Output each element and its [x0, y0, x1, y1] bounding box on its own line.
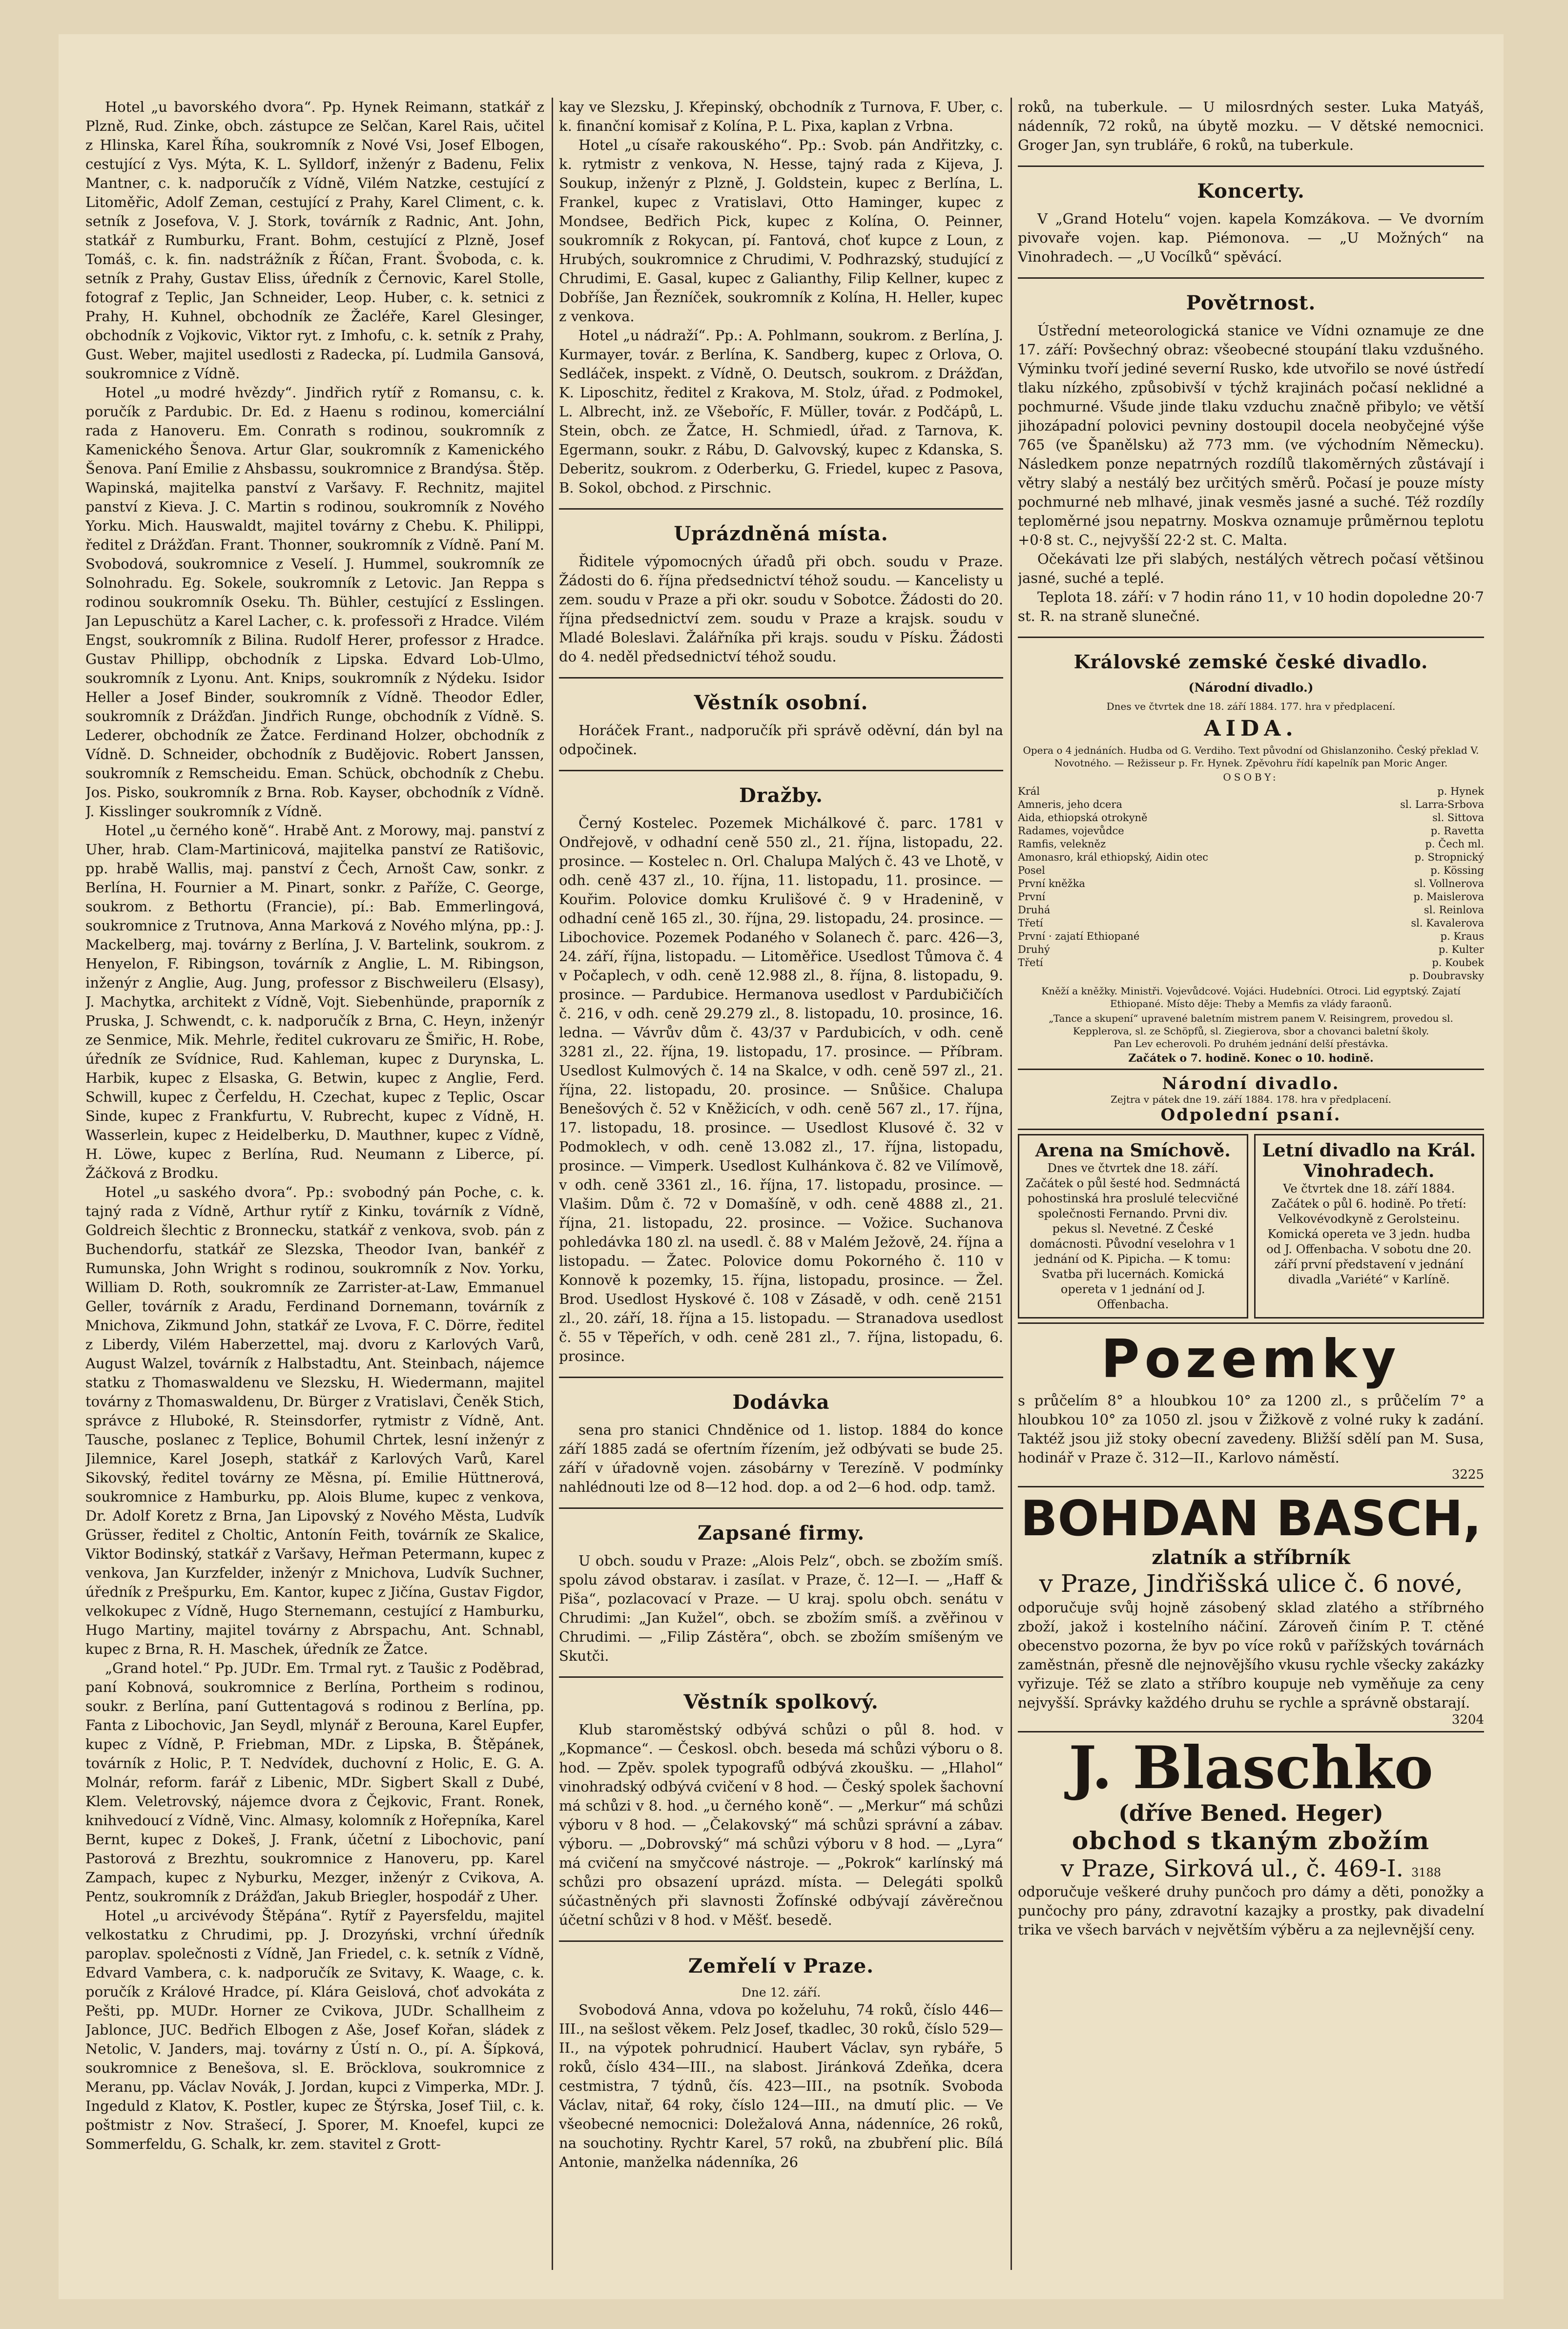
divider — [1018, 165, 1484, 167]
arena-title: Arena na Smíchově. — [1035, 1140, 1231, 1161]
cast-actor: p. Kulter — [1438, 944, 1484, 955]
povetrnost-forecast: Očekávati lze při slabých, nestálých větrech počasí většinou jasné, suché a teplé. — [1018, 551, 1484, 586]
cast-label: OSOBY: — [1223, 771, 1279, 783]
cast-role: Třetí — [1018, 957, 1043, 969]
column-rule — [1011, 98, 1012, 2270]
section-heading: Dodávka — [732, 1391, 830, 1414]
section-heading: Koncerty. — [1197, 180, 1305, 203]
cast-role: Třetí — [1018, 917, 1043, 929]
cast-row — [1018, 877, 1484, 890]
cast-actor: sl. Vollnerova — [1414, 878, 1484, 889]
cast-actor: p. Čech ml. — [1425, 838, 1484, 850]
theatre-boxes — [1018, 1134, 1484, 1319]
opera-description: Opera o 4 jednáních. Hudba od G. Verdiho. Text původní od Ghislanzoniho. Český překlad V. Novotného. — Režisseur p. Fr. Hynek. Zpěvohru řídí kapelník pan Moric Anger. — [1023, 744, 1479, 769]
section-heading: Věstník osobní. — [694, 691, 868, 714]
continued-text: roků, na tuberkule. — U milosrdných sester. Luka Matyáš, nádenník, 72 roků, na úbytě mozku. — V dětské nemocnici. Groger Jan, syn trubláře, 6 roků, na tuberkule. — [1018, 99, 1484, 153]
blaschko-number: 3188 — [1411, 1866, 1442, 1879]
pozemky-title: Pozemky — [1101, 1329, 1401, 1390]
cast-actor: p. Hynek — [1437, 785, 1484, 797]
divider — [1018, 1322, 1484, 1324]
grand-hotel-entry: „Grand hotel.“ Pp. JUDr. Em. Trmal ryt. z Taušic z Poděbrad, paní Kobnová, soukromnice z Berlína, Portheim s rodinou, soukr. z Berlína, paní Guttentagová s rodinou z Berlína, pp. Fanta z Libochovic, Jan Seydl, mlynář z Berouna, Karel Eupfer, kupec z Vídně, P. Friebman, MDr. z Lipska, B. Štěpánek, továrník z Holic, P. T. Nedvídek, duchovní z Holic, E. G. A. Molnár, reform. farář z Libenic, MDr. Sigbert Skall z Dubé, Klem. Veletrovský, nájemce dvora z Čejkovic, Frant. Ronek, knihvedoucí z Vídně, Vinc. Almasy, kolomník z Hořepníka, Karel Bernt, kupec z Dokeš, J. Frank, účetní z Libochovic, paní Pastorová z Brezhtu, soukromnice z Hanoveru, pp. Karel Zampach, kupec z Nyburku, Mezger, inženýr z Cvikova, A. Pentz, soukromník z Drážďan, Jakub Briegler, hospodář z Uher. — [85, 1660, 544, 1905]
cast-row — [1018, 890, 1484, 904]
theatre-subheading: (Národní divadlo.) — [1188, 680, 1314, 695]
divider — [1018, 277, 1484, 279]
koncerty-text: V „Grand Hotelu“ vojen. kapela Komzákova. — Ve dvorním pivovaře vojen. kap. Piémonova. — „U Možných“ na Vinohradech. — „U Vocílků“ spěvácí. — [1018, 210, 1484, 265]
cast-actor: p. Kraus — [1440, 930, 1484, 942]
basch-title: BOHDAN BASCH, — [1020, 1490, 1482, 1547]
section-heading: Povětrnost. — [1186, 291, 1316, 314]
narodni-divadlo-date: Zejtra v pátek dne 19. září 1884. 178. hra v předplacení. — [1110, 1093, 1392, 1105]
arena-body: Dnes ve čtvrtek dne 18. září. Začátek o půl šesté hod. Sedmnáctá pohostinská hra proslulé telecvičné společnosti Fernando. Prvni div. pekus sl. Nevetné. Z České domácnosti. Původní veselohra v 1 jednání od K. Pipicha. — K tomu: Svatba při lucernách. Komická opereta v 1 jednání od J. Offenbacha. — [1025, 1161, 1240, 1311]
section-heading: Uprázdněná místa. — [674, 522, 888, 545]
basch-subtitle: zlatník a stříbrník — [1152, 1546, 1350, 1569]
divider — [559, 508, 1003, 510]
continued-text: kay ve Slezsku, J. Křepinský, obchodník z Turnova, F. Uber, c. k. finanční komisař z Kolína, P. L. Pixa, kaplan z Vrbna. — [559, 99, 1003, 134]
cast-row — [1018, 904, 1484, 917]
narodni-divadlo-heading: Národní divadlo. — [1162, 1074, 1340, 1093]
cast-actor: sl. Kavalerova — [1411, 917, 1484, 929]
povetrnost-temperature: Teplota 18. září: v 7 hodin ráno 11, v 10 hodin dopoledne 20·7 st. R. na straně slunečné. — [1018, 589, 1484, 624]
newspaper-page — [59, 34, 1504, 2299]
cast-role: Král — [1018, 785, 1040, 797]
letni-title: Letní divadlo na Král. Vinohradech. — [1262, 1140, 1476, 1181]
blaschko-trade: obchod s tkaným zbožím — [1072, 1826, 1430, 1855]
section-heading: Zapsané firmy. — [697, 1522, 865, 1545]
hotel-cisare-entry: Hotel „u císaře rakouského“. Pp.: Svob. pán Andřitzky, c. k. rytmistr z venkova, N. Hesse, tajný rada z Kijeva, J. Soukup, inženýr z Plzně, J. Goldstein, kupec z Berlína, L. Frankel, kupec z Vratislavi, Otto Haminger, kupec z Mondsee, Bedřich Pick, kupec z Kolína, O. Peinner, soukromník z Rokycan, pí. Fantová, choť kupce z Loun, z Hrubých, soukromnice z Chrudimi, V. Podhrazský, studující z Chrudimi, E. Gasal, kupec z Galianthy, Filip Kellner, kupec z Dobříše, Jan Řezníček, soukromník z Kolína, H. Heller, kupec z venkova. — [559, 137, 1003, 325]
cast-role: Posel — [1018, 865, 1045, 876]
divider — [1018, 1129, 1484, 1130]
spolkovy-text: Klub staroměstský odbývá schůzi o půl 8. hod. v „Kopmance“. — Českosl. obch. beseda má schůzi výboru o 8. hod. — Zpěv. spolek typografů odbývá zkoušku. — „Hlahol“ vinohradský odbývá cvičení v 8 hod. — Český spolek šachovní má schůzi v 8. hod. „u černého koně“. — „Merkur“ má schůzi výboru v 8 hod. — „Čelakovský“ má schůzi správní a zábav. výboru. — „Dobrovský“ má schůzi výboru v 8 hod. — „Lyra“ má cvičení na smyčcové nástroje. — „Pokrok“ karlínský má schůzi pro obsazení uprázd. místa. — Delegáti spolků súčastněných při slavnosti Žofínské odbývají závěrečnou účetní schůzi v 8 hod. v Měšť. besedě. — [559, 1721, 1003, 1928]
cast-note: Kněží a kněžky. Ministři. Vojevůdcové. Vojáci. Hudebníci. Otroci. Lid egyptský. Zajatí Ethiopané. Místo děje: Theby a Memfis za vlády faraonů. — [1041, 985, 1461, 1010]
blaschko-title: J. Blaschko — [1069, 1733, 1433, 1802]
cast-row — [1018, 864, 1484, 877]
section-heading: Dražby. — [739, 784, 823, 807]
drazby-text: Černý Kostelec. Pozemek Michálkové č. parc. 1781 v Ondřejově, v odhadní ceně 550 zl., 21. října, listopadu, 22. prosince. — Kostelec n. Orl. Chalupa Malých č. 43 ve Lhotě, v odh. ceně 437 zl., 10. října, 11. listopadu, 11. prosince. — Kouřim. Polovice domku Krulišové č. 9 v Hradenině, v odhadní ceně 165 zl., 30. října, 29. listopadu, 24. prosince. — Libochovice. Pozemek Podaného v Solanech č. parc. 426—3, 24. září, října, listopadu. — Litoměřice. Usedlost Tůmova č. 4 v Počaplech, v odh. ceně 12.988 zl., 8. října, 8. listopadu, 9. prosince. — Pardubice. Hermanova usedlost v Pardubičičích č. 216, v odh. ceně 29.279 zl., 8. listopadu, 10. prosince, 16. ledna. — Vávrův dům č. 43/37 v Pardubicích, v odh. ceně 3281 zl., 22. října, 19. listopadu, 17. prosince. — Příbram. Usedlost Kulmových č. 14 na Skalce, v odh. ceně 597 zl., 21. října, 22. listopadu, 20. prosince. — Snůšice. Chalupa Benešových č. 52 v Kněžicích, v odh. ceně 567 zl., 17. října, 17. listopadu, 18. prosince. — Usedlost Klusové č. 32 v Podmoklech, v odh. ceně 13.082 zl., 17. října, listopadu, prosince. — Vimperk. Usedlost Kulhánkova č. 82 ve Vilímově, v odh. ceně 3361 zl., 16. října, 17. listopadu, prosince. — Vlašim. Dům č. 72 v Domašíně, v odh. ceně 4888 zl., 21. října, 21. listopadu, 22. prosince. — Vožice. Suchanova pohledávka 180 zl. na usedl. č. 88 v Malém Ježově, 24. října a listopadu. — Žatec. Polovice domu Pokorného č. 110 v Konnově k pozemky, 15. října, listopadu, prosince. — Žel. Brod. Usedlost Hyskové č. 108 v Zásadě, v odh. ceně 2151 zl., 20. září, 18. října a 15. listopadu. — Stranadova usedlost č. 55 v Těpeřích, v odh. ceně 281 zl., 7. října, listopadu, 6. prosince. — [559, 815, 1003, 1364]
cast-list — [1018, 785, 1484, 983]
cast-row — [1018, 956, 1484, 969]
pozemky-number: 3225 — [1451, 1467, 1484, 1482]
hotel-bavorsky-entry: Hotel „u bavorského dvora“. Pp. Hynek Reimann, statkář z Plzně, Rud. Zinke, obch. zástupce ze Selčan, Karel Rais, učitel z Hlinska, Karel Říha, soukromník z Nové Vsi, Josef Elbogen, cestující z Vys. Mýta, K. L. Sylldorf, inženýr z Badenu, Felix Mantner, c. k. nadporučík z Vídně, Vilém Natzke, cestující z Litoměřic, Adolf Zeman, cestující z Prahy, Karel Climent, c. k. setník z Josefova, V. J. Stork, továrník z Radnic, Ant. John, statkář z Rumburku, Frant. Bohm, cestující z Plzně, Josef Tomáš, c. k. fin. nadstrážník z Říčan, Frant. Švoboda, c. k. setník z Prahy, Gustav Eliss, úředník z Černovic, Karel Stolle, fotograf z Teplic, Jan Schneider, Leop. Huber, c. k. setnici z Prahy, H. Kuhnel, obchodník ze Žacléře, Karel Glesinger, obchodník z Vojkovic, Viktor ryt. z Imhofu, c. k. setník z Prahy, Gust. Weber, majitel usedlosti z Radecka, pí. Ludmila Gansová, soukromnice z Vídně. — [85, 99, 544, 382]
divider — [559, 770, 1003, 771]
divider — [1018, 1486, 1484, 1487]
cast-row — [1018, 943, 1484, 956]
cast-actor: sl. Reinlova — [1424, 904, 1484, 916]
cast-row — [1018, 785, 1484, 798]
theatre-date: Dnes ve čtvrtek dne 18. září 1884. 177. hra v předplacení. — [1106, 701, 1396, 712]
cast-note-dance: „Tance a skupení“ upravené baletním mistrem panem V. Reisingrem, provedou sl. Kepplerova, sl. ze Schöpfů, sl. Ziegierova, sbor a chovanci baletní školy. — [1049, 1012, 1453, 1037]
opera-title: AIDA. — [1204, 716, 1298, 741]
cast-actor: p. Maislerova — [1413, 891, 1484, 903]
cast-actor: sl. Larra-Srbova — [1400, 799, 1484, 810]
dodavka-text: sena pro stanici Chnděnice od 1. listop. 1884 do konce září 1885 zadá se ofertním řízením, jež odbývati se bude 25. září v úřadovně vojen. zásobárny v Terezíně. V podmínky nahlédnouti lze od 8—12 hod. dop. a od 2—6 hod. odp. tamž. — [559, 1422, 1003, 1495]
cast-role: První · zajatí Ethiopané — [1018, 930, 1140, 942]
basch-text: odporučuje svůj hojně zásobený sklad zlatého a stříbrného zboží, jakož i kostelního náčiní. Zároveň činím P. T. ctěné obecenstvo pozorna, že byv po více roků v pařížských továrnách zaměstnán, přesně dle nejnovějšího vkusu rychle všecky zakázky vyřizuje. Též se zlato a stříbro koupuje neb vyměňuje za ceny nejvyšší. Správky každého druhu se rychle a správně obstarají. — [1018, 1599, 1484, 1711]
cast-role: Druhý — [1018, 944, 1050, 955]
cast-row — [1018, 930, 1484, 943]
cast-actor: p. Stropnický — [1414, 851, 1484, 863]
divider — [559, 1676, 1003, 1678]
cast-row — [1018, 838, 1484, 851]
column-1 — [85, 98, 544, 2270]
blaschko-address: v Praze, Sirková ul., č. 469-I. — [1060, 1855, 1403, 1882]
column-2 — [559, 98, 1003, 2270]
hotel-arcivevody-entry: Hotel „u arcivévody Štěpána“. Rytíř z Payersfeldu, majitel velkostatku z Chrudimi, pp. J. Drozyński, vrchní úředník paroplav. společnosti z Vídně, Jan Friedel, c. k. setník z Vídně, Edvard Vambera, c. k. nadporučík ze Svitavy, K. Waage, c. k. poručík z Králové Hradce, pí. Klára Geislová, choť advokáta z Pešti, pp. MUDr. Horner ze Cvikova, JUDr. Schallheim z Jablonce, JUC. Bedřich Elbogen z Aše, Josef Kořan, sládek z Netolic, V. Janders, maj. továrny z Ústí n. O., pí. A. Šípková, soukromnice z Benešova, sl. E. Bröcklova, soukromnice z Meranu, pp. Václav Novák, J. Jordan, kupci z Vimperka, MDr. J. Ingeduld z Klatov, K. Postler, kupec ze Štýrska, Josef Tiil, c. k. poštmistr z Nov. Strašecí, J. Sporer, M. Knoefel, kupci ze Sommerfeldu, G. Schalk, kr. zem. stavitel z Grott- — [85, 1907, 544, 2152]
cast-role: Ramfis, velekněz — [1018, 838, 1106, 850]
arena-box — [1018, 1134, 1248, 1319]
hotel-modra-hvezda-entry: Hotel „u modré hvězdy“. Jindřich rytíř z Romansu, c. k. poručík z Pardubic. Dr. Ed. z Haenu s rodinou, komerciální rada z Hanoveru. Em. Conrath s rodinou, soukromník z Kamenického Šenova. Artur Glar, soukromník z Kamenického Šenova. Paní Emilie z Ahsbassu, soukromnice z Brandýsa. Štěp. Wapinská, majitelka panství z Varšavy. F. Rechnitz, majitel panství z Kieva. J. C. Martin s rodinou, soukromník z Nového Yorku. Mich. Hauswaldt, majitel továrny z Chebu. K. Philippi, ředitel z Drážďan. Frant. Thonner, soukromník z Vídně. Paní M. Svobodová, soukromnice z Veselí. J. Hummel, soukromník ze Solnohradu. Eg. Sokele, soukromník z Letovic. Jan Reppa s rodinou soukromník Oseku. Th. Bühler, cestující z Esslingen. Jan Lepuschütz a Karel Lacher, c. k. professoři z Hradce. Vilém Engst, soukromník z Bilina. Rudolf Herer, professor z Hradce. Gustav Phillipp, obchodník z Lipska. Edvard Lob-Ulmo, soukromník z Lyonu. Ant. Knips, soukromník z Nýdeku. Isidor Heller a Josef Binder, soukromník z Vídně. Theodor Edler, soukromník z Drážďan. Jindřich Runge, obchodník z Vídně. S. Lederer, obchodník ze Žatce. Ferdinand Holzer, obchodník z Vídně. D. Schneider, obchodník z Budějovic. Robert Janssen, soukromník z Remscheidu. Eman. Schück, obchodník z Chebu. Jos. Pisko, soukromník z Brna. Rob. Kayser, obchodník z Vídně. J. Kisslinger soukromník z Vídně. — [85, 384, 544, 820]
hotel-nadrazi-entry: Hotel „u nádraží“. Pp.: A. Pohlmann, soukrom. z Berlína, J. Kurmayer, továr. z Berlína, K. Sandberg, kupec z Orlova, O. Sedláček, inspekt. z Vídně, O. Deutsch, soukrom. z Drážďan, K. Liposchitz, ředitel z Krakova, M. Stolz, úřad. z Podmokel, L. Albrecht, inž. ze Všeboříc, F. Müller, továr. z Podčápů, L. Stein, obch. ze Žatce, H. Schmiedl, úřad. z Tarnova, K. Egermann, soukr. z Rábu, D. Galvovský, kupec z Kdanska, S. Deberitz, soukrom. z Oderberku, G. Friedel, kupec z Pasova, B. Sokol, obchod. z Pirschnic. — [559, 327, 1003, 496]
cast-role: Radames, vojevůdce — [1018, 825, 1124, 837]
mista-text: Řiditele výpomocných úřadů při obch. soudu v Praze. Žádosti do 6. října předsednictví téhož soudu. — Kancelisty u zem. soudu v Praze a při okr. soudu v Sobotce. Žádosti do 20. října předsednictví zem. soudu v Praze a krajsk. soudu v Mladé Boleslavi. Žalářníka při krajs. soudu v Písku. Žádosti do 4. neděl předsednictví téhož soudu. — [559, 553, 1003, 665]
cast-role: Aida, ethiopská otrokyně — [1018, 812, 1148, 824]
section-heading: Věstník spolkový. — [683, 1690, 879, 1713]
zemreli-date: Dne 12. září. — [741, 1985, 821, 1999]
column-3 — [1018, 98, 1484, 2270]
blaschko-subtitle: (dříve Bened. Heger) — [1118, 1800, 1383, 1826]
divider — [1018, 1069, 1484, 1070]
pozemky-text: s průčelím 8° a hloubkou 10° za 1200 zl., s průčelím 7° a hloubkou 10° za 1050 zl. jsou v Žižkově z volné ruky k zadání. Taktéž jsou již stoky obecní zavedeny. Bližší sdělí pan M. Susa, hodinář v Praze č. 312—II., Karlovo náměstí. — [1018, 1392, 1484, 1466]
basch-address: v Praze, Jindřišská ulice č. 6 nové, — [1039, 1569, 1463, 1598]
cast-row — [1018, 811, 1484, 824]
zemreli-text: Svobodová Anna, vdova po koželuhu, 74 roků, číslo 446—III., na sešlost věkem. Pelz Josef, tkadlec, 30 roků, číslo 529—II., na výpotek pohrudnicí. Haubert Václav, syn rybáře, 5 roků, číslo 434—III., na slabost. Jiránková Zdeňka, dcera cestmistra, 7 týdnů, čís. 423—III., na psotník. Svoboda Václav, nitař, 64 roky, číslo 124—III., na dmutí plic. — Ve všeobecné nemocnici: Doležalová Anna, nádenníce, 26 roků, na souchotiny. Rychtr Karel, 57 roků, na zbubření plic. Bílá Antonie, manželka nádenníka, 26 — [559, 2001, 1003, 2170]
cast-role: Amonasro, král ethiopský, Aidin otec — [1018, 851, 1208, 863]
cast-row — [1018, 798, 1484, 811]
hotel-saskeho-entry: Hotel „u saského dvora“. Pp.: svobodný pán Poche, c. k. tajný rada z Vídně, Arthur rytíř z Kinku, továrník z Vídně, Goldreich šlechtic z Bronnecku, statkář z venkova, svob. pán z Buchendorfu, statkář ze Slezska, Theodor Ivan, bankéř z Rumunska, John Wright s rodinou, soukromník z Nov. Yorku, William D. Roth, soukromník ze Zarrister-at-Law, Emmanuel Geller, továrník z Aradu, Ferdinand Dornemann, továrník z Mnichova, Zikmund John, statkář ze Lvova, F. C. Dörre, ředitel z Liberdy, Vilém Haberzettel, maj. dvoru z Karlových Varů, August Walzel, továrník z Halbstadtu, Ant. Steinbach, nájemce statku z Thomaswaldenu ve Slezsku, H. Wiedermann, majitel továrny z Thomaswaldenu, Dr. Bürger z Vratislavi, Čeněk Stich, správce z Hluboké, R. Steinsdorfer, rytmistr z Vídně, Ant. Tausche, poslanec z Teplice, Bohumil Chrtek, lesní inženýr z Jilemnice, Karel Joseph, statkář z Karlových Varů, Karel Sikovský, ředitel továrny ze Měsna, pí. Emilie Hüttnerová, soukromnice z Hamburku, pp. Alois Blume, kupec z venkova, Dr. Adolf Koretz z Brna, Jan Lipovský z Nového Města, Ludvík Grüsser, ředitel z Choltic, Antonín Feith, továrník ze Skalice, Viktor Bodinský, statkář z Varšavy, Heřman Petermann, kupec z venkova, Jan Kurzfelder, inženýr z Mnichova, Ludvík Suchner, úředník z Prešpurku, Em. Kantor, kupec z Jičína, Gustav Figdor, velkokupec z Vídně, Hugo Sternemann, cestující z Hamburku, Hugo Martiny, majitel továrny z Abrspachu, Ant. Schnabl, kupec z Brna, R. H. Maschek, úředník ze Žatce. — [85, 1184, 544, 1657]
cast-role: První — [1018, 891, 1046, 903]
cast-role: Druhá — [1018, 904, 1051, 916]
divider — [1018, 1731, 1484, 1732]
divider — [559, 1377, 1003, 1378]
blaschko-text: odporučuje veškeré druhy punčoch pro dámy a děti, ponožky a punčochy pro pány, zdravotní kazajky a prostky, pak divadelní trika ve všech barvách v největším výběru a za nejlevnější ceny. — [1018, 1883, 1484, 1938]
osobni-text: Horáček Frant., nadporučík při správě oděvní, dán byl na odpočinek. — [559, 722, 1003, 758]
cast-row — [1018, 851, 1484, 864]
letni-body: Ve čtvrtek dne 18. září 1884. Začátek o půl 6. hodině. Po třetí: Velkovévodkyně z Gerolsteinu. Komická opereta ve 3 jedn. hudba od J. Offenbacha. V sobotu dne 20. září první představení v jednání divadla „Variété“ v Karlíně. — [1266, 1182, 1472, 1286]
cast-row — [1018, 917, 1484, 930]
column-rule — [552, 98, 553, 2270]
theatre-heading: Královské zemské české divadlo. — [1073, 651, 1428, 673]
cast-actor: p. Kössing — [1430, 865, 1484, 876]
divider — [1018, 637, 1484, 638]
blaschko-address-row — [1018, 1855, 1484, 1882]
cast-actor: p. Ravetta — [1430, 825, 1484, 837]
letni-box — [1254, 1134, 1485, 1319]
odpoledni-psani-heading: Odpolední psaní. — [1160, 1105, 1341, 1125]
cast-actor: sl. Sittova — [1432, 812, 1484, 824]
cast-role: První kněžka — [1018, 878, 1085, 889]
cast-row — [1018, 969, 1484, 983]
show-times: Začátek o 7. hodině. Konec o 10. hodině. — [1128, 1052, 1374, 1065]
cast-row — [1018, 824, 1484, 838]
basch-number: 3204 — [1451, 1712, 1484, 1727]
firmy-text: U obch. soudu v Praze: „Alois Pelz“, obch. se zbožím smíš. spolu závod obstarav. i zasílat. v Praze, č. 12—I. — „Haff & Piša“, pozlacovací v Praze. — U kraj. spolu obch. senátu v Chrudimi: „Jan Kužel“, obch. se zbožím smíš. a zvěřinou v Chrudimi. — „Filip Zástěra“, obch. se zbožím smíšeným ve Skutči. — [559, 1552, 1003, 1664]
divider — [559, 1940, 1003, 1942]
cast-actor: p. Koubek — [1432, 957, 1484, 969]
divider — [559, 677, 1003, 679]
cast-note-pause: Pan Lev echerovoli. Po druhém jednání delší přestávka. — [1114, 1038, 1388, 1050]
cast-role: Amneris, jeho dcera — [1018, 799, 1122, 810]
section-heading: Zemřelí v Praze. — [688, 1955, 874, 1978]
cast-actor: p. Doubravsky — [1409, 970, 1484, 982]
povetrnost-text: Ústřední meteorologická stanice ve Vídni oznamuje ze dne 17. září: Povšechný obraz: všeobecné stoupání tlaku vzdušného. Výminku tvoří jediné severní Rusko, kde utvořilo se nové ústředí tlaku nízkého, způsobivší v týchž krajinách počasí neklidné a pochmurné. Všude jinde tlaku vzduchu značně přibylo; ve větší jihozápadní polovici pevniny dostoupil docela neobyčejné výše 765 (ve Španělsku) až 773 mm. (ve východním Německu). Následkem ponze nepatrných rozdílů tlakoměrných zůstávají i větry slabý a nestálý bez určitých směrů. Počasí je pouze místy pochmurné neb mlhavé, jinak vesměs jasné a suché. Též rozdíly teploměrné jsou nepatrny. Moskva oznamuje průměrnou teplotu +0·8 st. C., nejvyšší 22·2 st. C. Malta. — [1018, 322, 1484, 548]
divider — [559, 1507, 1003, 1509]
hotel-cerny-kun-entry: Hotel „u černého koně“. Hrabě Ant. z Morowy, maj. panství z Uher, hrab. Clam-Martinicová, majitelka panství ze Ratišovic, pp. hrabě Wallis, maj. panství z Čech, Arnošt Caw, sonkr. z Berlína, H. Fournier a M. Pinart, sonkr. z Paříže, C. George, soukrom. z Bethortu (Francie), pí.: Bab. Emmerlingová, soukromnice z Trutnova, Anna Marková z Nového mlýna, pp.: J. Mackelberg, maj. továrny z Berlína, J. V. Bartelink, soukrom. z Henyelon, F. Ribingson, továrník z Anglie, L. M. Ribingson, inženýr z Anglie, Aug. Jung, professor z Bischweileru (Elsasy), J. Machytka, architekt z Vídně, Vojt. Siebenhünde, praporník z Pruska, J. Schwendt, c. k. nadporučík z Brna, C. Heyn, inženýr ze Senmice, Mik. Mehrle, ředitel cukrovaru ze Šmiřic, H. Robe, úředník ze Svídnice, Rud. Kahleman, kupec z Durynska, L. Harbik, kupec z Elsaska, G. Betwin, kupec z Anglie, Ferd. Schwill, kupec z Čerfeldu, H. Czechat, kupec z Teplic, Oscar Sinde, kupec z Frankfurtu, V. Rubrecht, kupec z Vídně, H. Wasserlein, kupec z Heidelberku, D. Mauthner, kupec z Vídně, H. Löwe, kupec z Berlína, Rud. Neumann z Liberce, pí. Žáčková z Brodku. — [85, 822, 544, 1181]
